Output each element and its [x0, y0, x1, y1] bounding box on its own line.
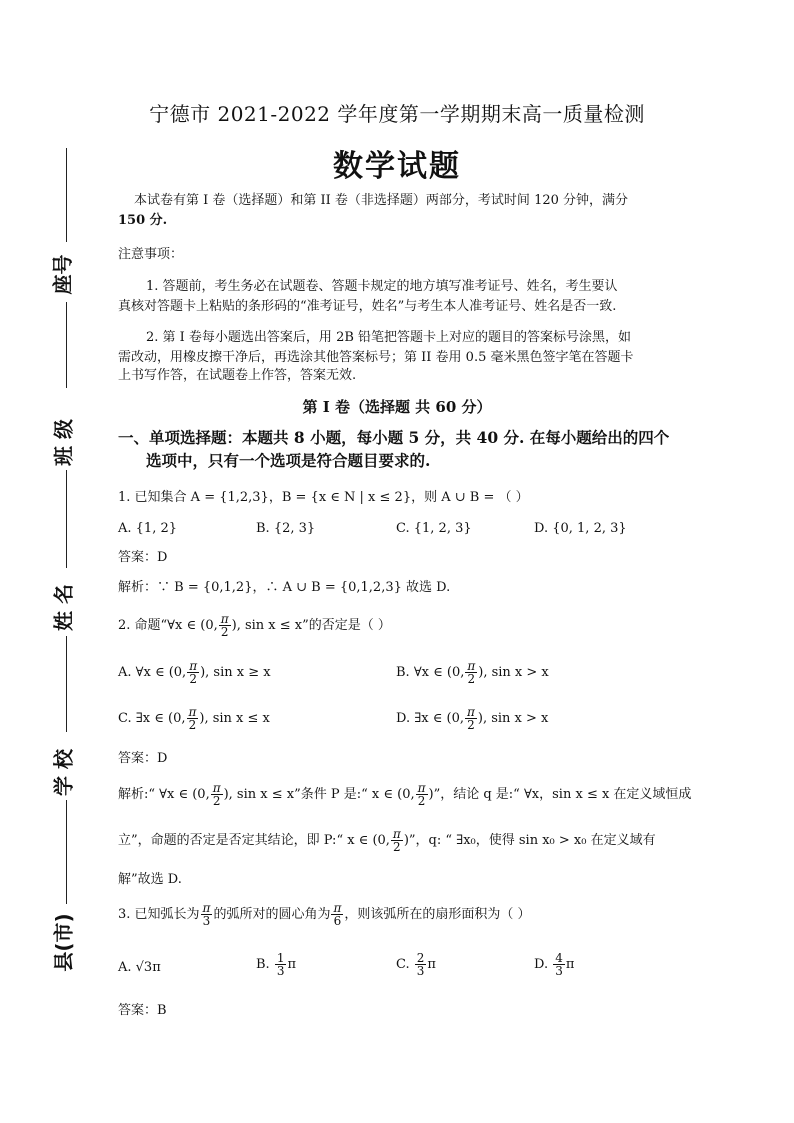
q2-analysis-2: 立”，命题的否定是否定其结论，即 P:“ x ∈ (0, $\frac{\pi}{2}$ )”，q: “ ∃x₀，使得 sin x₀ > x₀ 在定义域有	[118, 827, 656, 854]
binding-label-class: 班 级	[51, 419, 76, 466]
q2-option-d: D. ∃x ∈ (0, $\frac{\pi}{2}$ ), sin x > x	[396, 705, 549, 732]
part-instructions-2: 选项中，只有一个选项是符合题目要求的.	[146, 451, 431, 470]
q1-option-c: C. {1, 2, 3}	[396, 521, 472, 536]
q1-option-b: B. {2, 3}	[256, 521, 316, 536]
binding-label-school: 学 校	[51, 749, 76, 796]
fraction-pi-over-2: $\frac{\pi}{2}$	[189, 659, 198, 686]
q2-answer: 答案：D	[118, 751, 168, 766]
fraction-4-over-3: $\frac{4}{3}$	[555, 951, 563, 978]
fraction-1-over-3: $\frac{1}{3}$	[276, 951, 285, 978]
q3-option-b: B. $\frac{1}{3}$ π	[256, 951, 297, 978]
fraction-pi-over-3: $\frac{\pi}{3}$	[202, 901, 211, 928]
q3-option-c: C. $\frac{2}{3}$ π	[396, 951, 436, 978]
part-instructions-1: 一、单项选择题：本题共 8 小题，每小题 5 分，共 40 分. 在每小题给出的四个	[118, 428, 670, 447]
q1-stem: 1. 已知集合 A = {1,2,3}，B = {x ∈ N | x ≤ 2}，则 A ∪ B = （ ）	[118, 490, 529, 505]
fraction-pi-over-2: $\frac{\pi}{2}$	[220, 612, 229, 639]
q2-option-a: A. ∀x ∈ (0, $\frac{\pi}{2}$ ), sin x ≥ x	[118, 659, 271, 686]
q1-option-d: D. {0, 1, 2, 3}	[534, 521, 627, 536]
q2-analysis-1: 解析:“ ∀x ∈ (0, $\frac{\pi}{2}$ ), sin x ≤ x”条件 P 是:“ x ∈ (0, $\frac{\pi}{2}$ )”，结论 q 是:“ ∀x，sin x ≤ x 在定义域恒成	[118, 781, 692, 808]
notice-heading: 注意事项：	[118, 247, 184, 262]
q2-option-c: C. ∃x ∈ (0, $\frac{\pi}{2}$ ), sin x ≤ x	[118, 705, 270, 732]
intro-line-2: 150 分.	[118, 213, 168, 228]
notice-item-2c: 上书写作答，在试题卷上作答，答案无效.	[118, 368, 357, 383]
q1-analysis: 解析：∵ B = {0,1,2}，∴ A ∪ B = {0,1,2,3} 故选 D.	[118, 580, 451, 595]
notice-item-1a: 1. 答题前，考生务必在试题卷、答题卡规定的地方填写准考证号、姓名，考生要认	[146, 279, 618, 294]
binding-label-county: 县(市)	[51, 913, 76, 972]
fraction-2-over-3: $\frac{2}{3}$	[416, 951, 425, 978]
exam-title: 宁德市 2021-2022 学年度第一学期期末高一质量检测	[149, 102, 645, 126]
q2-option-b: B. ∀x ∈ (0, $\frac{\pi}{2}$ ), sin x > x	[396, 659, 549, 686]
q1-option-a: A. {1, 2}	[118, 521, 178, 536]
notice-item-1b: 真核对答题卡上粘贴的条形码的“准考证号，姓名”与考生本人准考证号、姓名是否一致.	[118, 299, 617, 314]
binding-label-seat: 座号	[50, 254, 75, 295]
binding-line	[66, 636, 67, 732]
binding-label-name: 姓 名	[51, 584, 76, 631]
binding-line	[66, 302, 67, 388]
q2-analysis-3: 解”故选 D.	[118, 872, 182, 887]
q3-option-d: D. $\frac{4}{3}$ π	[534, 951, 575, 978]
q3-answer: 答案：B	[118, 1003, 167, 1018]
fraction-pi-over-2: $\frac{\pi}{2}$	[392, 827, 401, 854]
q2-stem: 2. 命题“∀x ∈ (0, $\frac{\pi}{2}$ ), sin x ≤ x”的否定是（ ）	[118, 612, 391, 639]
section-heading: 第 I 卷（选择题 共 60 分）	[302, 398, 492, 416]
fraction-pi-over-6: $\frac{\pi}{6}$	[333, 901, 342, 928]
fraction-pi-over-2: $\frac{\pi}{2}$	[188, 705, 197, 732]
subject-title: 数学试题	[333, 149, 461, 184]
binding-line	[66, 470, 67, 568]
q1-answer: 答案：D	[118, 550, 168, 565]
fraction-pi-over-2: $\frac{\pi}{2}$	[467, 659, 476, 686]
q3-option-a: A. √3π	[118, 960, 161, 975]
notice-item-2a: 2. 第 I 卷每小题选出答案后，用 2B 铅笔把答题卡上对应的题目的答案标号涂黑，如	[146, 330, 632, 345]
notice-item-2b: 需改动，用橡皮擦干净后，再选涂其他答案标号；第 II 卷用 0.5 毫米黑色签字笔在答题卡	[118, 350, 634, 365]
intro-line-1: 本试卷有第 I 卷（选择题）和第 II 卷（非选择题）两部分，考试时间 120 分钟，满分	[134, 193, 629, 208]
fraction-pi-over-2: $\frac{\pi}{2}$	[417, 781, 426, 808]
binding-line	[66, 800, 67, 904]
q3-stem: 3. 已知弧长为 $\frac{\pi}{3}$ 的弧所对的圆心角为 $\frac{\pi}{6}$ ，则该弧所在的扇形面积为（ ）	[118, 901, 531, 928]
fraction-pi-over-2: $\frac{\pi}{2}$	[466, 705, 475, 732]
fraction-pi-over-2: $\frac{\pi}{2}$	[212, 781, 221, 808]
